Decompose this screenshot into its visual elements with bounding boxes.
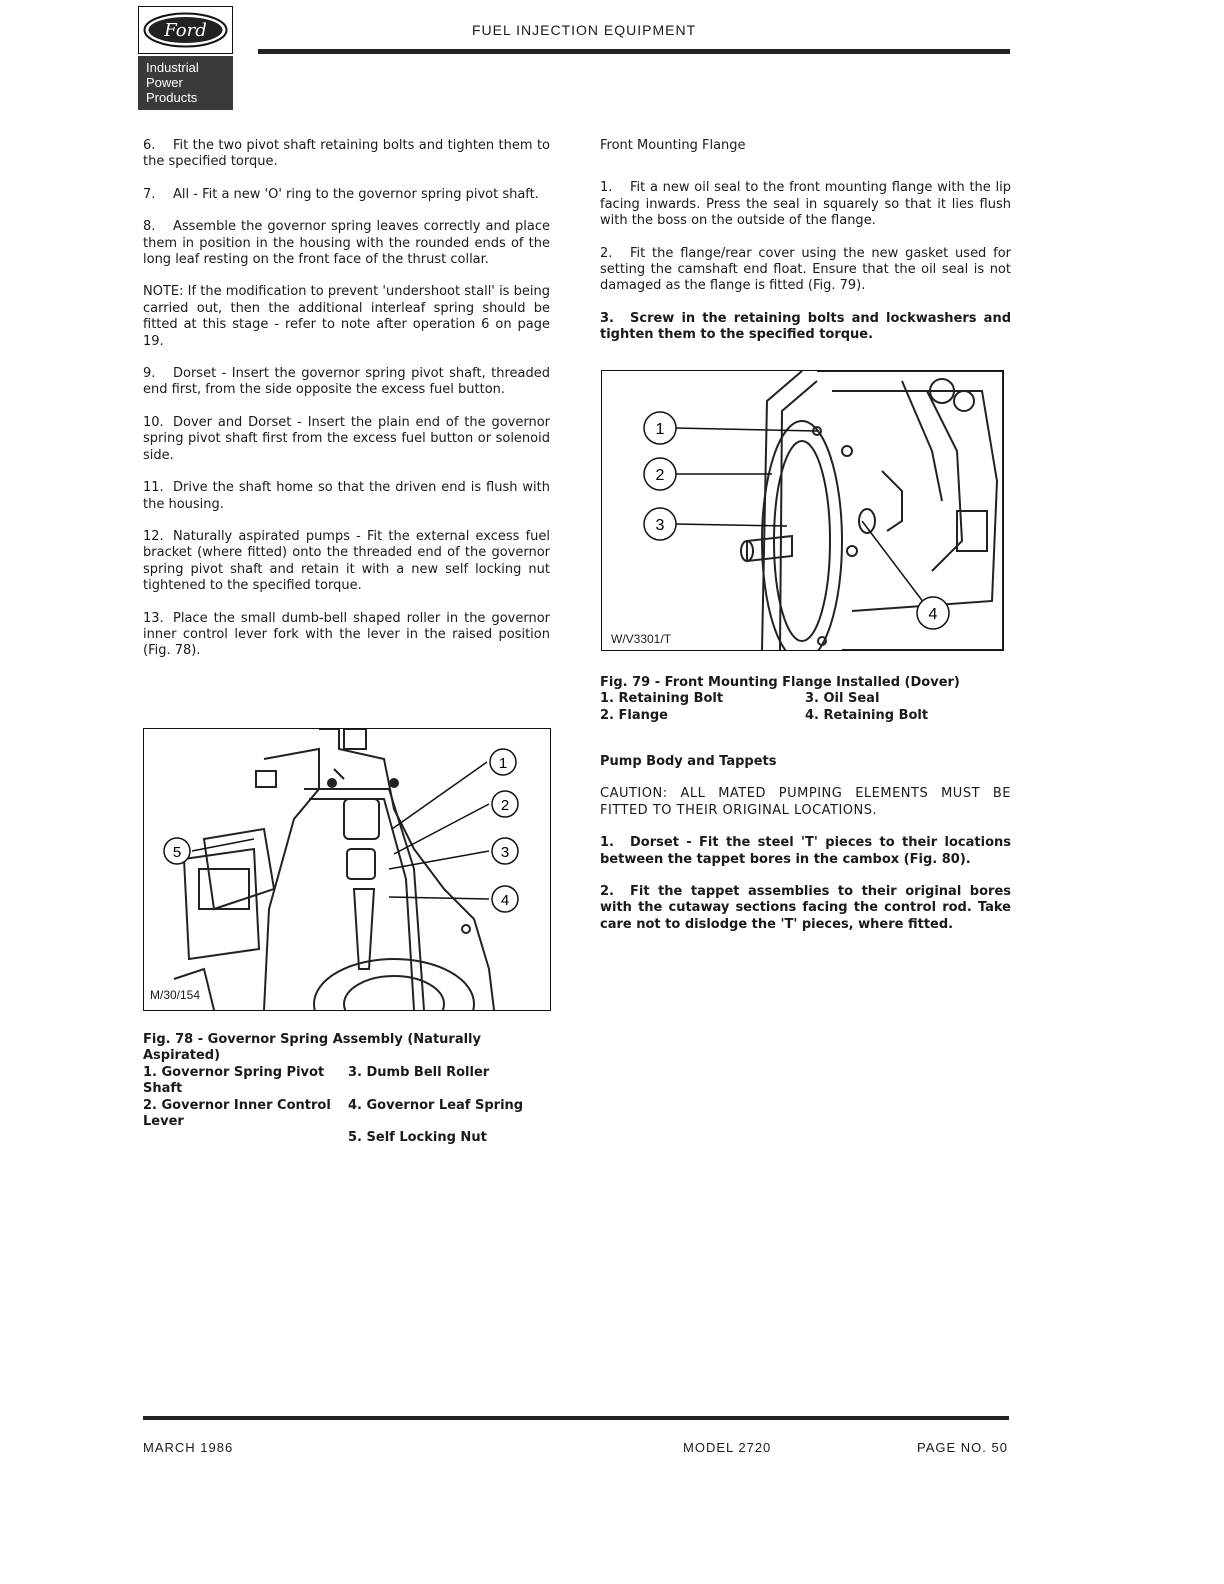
svg-text:Ford: Ford bbox=[164, 20, 207, 41]
legend-item: 3. Dumb Bell Roller bbox=[348, 1064, 490, 1080]
step-paragraph: 1. Fit a new oil seal to the front mounting flange with the lip facing inwards. Press the seal in squarely so that it lies flush with the boss on the outside of the flange. bbox=[600, 180, 1011, 229]
legend-item bbox=[143, 1130, 348, 1146]
svg-text:1: 1 bbox=[655, 421, 665, 438]
fig79-callouts bbox=[644, 412, 949, 629]
svg-text:4: 4 bbox=[928, 606, 938, 623]
ford-oval-icon bbox=[143, 12, 228, 48]
svg-text:3: 3 bbox=[655, 517, 665, 534]
svg-text:2: 2 bbox=[500, 797, 510, 814]
pump-body-section bbox=[600, 754, 1011, 949]
legend-item: 2. Flange bbox=[600, 707, 668, 723]
section-heading: Pump Body and Tappets bbox=[600, 754, 777, 769]
step-paragraph: 12. Naturally aspirated pumps - Fit the external excess fuel bracket (where fitted) onto the threaded end of the governor spring pivot shaft and retain it with a new self locking nut tightened to the specified torque. bbox=[143, 528, 550, 594]
footer-date: MARCH 1986 bbox=[143, 1440, 234, 1455]
svg-text:1: 1 bbox=[498, 755, 508, 772]
right-column bbox=[600, 138, 1011, 360]
flange-illustration bbox=[602, 371, 1003, 650]
figure-79-caption bbox=[600, 675, 1011, 724]
left-column bbox=[143, 138, 550, 676]
step-paragraph: 3. Screw in the retaining bolts and lockwashers and tighten them to the specified torque. bbox=[600, 310, 1011, 343]
caption-title: Fig. 79 - Front Mounting Flange Installed (Dover) bbox=[600, 675, 960, 690]
step-paragraph: 13. Place the small dumb-bell shaped roller in the governor inner control lever fork with the lever in the raised position (Fig. 78). bbox=[143, 610, 550, 659]
header-divider bbox=[258, 49, 1010, 54]
legend-item: 1. Retaining Bolt bbox=[600, 691, 724, 707]
legend-item: 5. Self Locking Nut bbox=[348, 1130, 487, 1146]
footer-model: MODEL 2720 bbox=[683, 1440, 772, 1455]
step-paragraph: 7. All - Fit a new 'O' ring to the governor spring pivot shaft. bbox=[143, 186, 539, 202]
caption-title: Fig. 78 - Governor Spring Assembly (Naturally Aspirated) bbox=[143, 1032, 481, 1064]
svg-text:5: 5 bbox=[172, 844, 182, 861]
division-line: Power bbox=[146, 75, 183, 90]
caption-legend bbox=[143, 1065, 553, 1147]
figure-code: M/30/154 bbox=[147, 987, 203, 1003]
caption-legend bbox=[600, 691, 1011, 724]
fig78-callouts bbox=[164, 749, 518, 912]
svg-text:3: 3 bbox=[500, 844, 510, 861]
section-heading: Front Mounting Flange bbox=[600, 138, 746, 153]
figure-78-governor-spring-assembly bbox=[143, 728, 551, 1011]
step-paragraph: 2. Fit the flange/rear cover using the new gasket used for setting the camshaft end float. Ensure that the oil seal is not damaged as the flange is fitted (Fig. 79). bbox=[600, 245, 1011, 294]
svg-text:4: 4 bbox=[500, 892, 510, 909]
legend-item: 2. Governor Inner Control Lever bbox=[143, 1097, 331, 1130]
figure-79-front-mounting-flange bbox=[601, 370, 1004, 651]
footer-divider bbox=[143, 1416, 1009, 1420]
ford-oval-logo bbox=[138, 6, 233, 54]
legend-item: 4. Governor Leaf Spring bbox=[348, 1097, 524, 1113]
caution-text: CAUTION: ALL MATED PUMPING ELEMENTS MUST BE FITTED TO THEIR ORIGINAL LOCATIONS. bbox=[600, 786, 1011, 818]
step-paragraph: 8. Assemble the governor spring leaves correctly and place them in position in the housing with the rounded ends of the long leaf resting on the front face of the thrust collar. bbox=[143, 219, 550, 268]
division-line: Products bbox=[146, 90, 198, 105]
step-paragraph: 9. Dorset - Insert the governor spring pivot shaft, threaded end first, from the side opposite the excess fuel button. bbox=[143, 366, 550, 398]
figure-78-caption bbox=[143, 1032, 553, 1147]
figure-code: W/V3301/T bbox=[608, 631, 674, 647]
legend-item: 4. Retaining Bolt bbox=[805, 707, 929, 723]
legend-item: 1. Governor Spring Pivot Shaft bbox=[143, 1064, 325, 1097]
svg-text:2: 2 bbox=[655, 467, 665, 484]
footer-page-number: PAGE NO. 50 bbox=[917, 1440, 1008, 1455]
governor-assembly-illustration bbox=[144, 729, 550, 1010]
step-paragraph: 1. Dorset - Fit the steel 'T' pieces to their locations between the tappet bores in the cambox (Fig. 80). bbox=[600, 835, 1011, 867]
step-paragraph: 11. Drive the shaft home so that the driven end is flush with the housing. bbox=[143, 480, 550, 512]
note-paragraph: NOTE: If the modification to prevent 'undershoot stall' is being carried out, then the additional interleaf spring should be fitted at this stage - refer to note after operation 6 on page 19. bbox=[143, 284, 550, 349]
step-paragraph: 10. Dover and Dorset - Insert the plain end of the governor spring pivot shaft first from the excess fuel button or solenoid side. bbox=[143, 414, 550, 463]
legend-item: 3. Oil Seal bbox=[805, 691, 880, 707]
ford-logo-block bbox=[138, 6, 233, 104]
division-line: Industrial bbox=[146, 60, 199, 75]
step-paragraph: 2. Fit the tappet assemblies to their original bores with the cutaway sections facing the control rod. Take care not to dislodge the 'T' pieces, where fitted. bbox=[600, 884, 1011, 932]
page-title: FUEL INJECTION EQUIPMENT bbox=[472, 22, 697, 38]
industrial-power-products-badge bbox=[138, 56, 233, 110]
step-paragraph: 6. Fit the two pivot shaft retaining bolts and tighten them to the specified torque. bbox=[143, 138, 550, 170]
